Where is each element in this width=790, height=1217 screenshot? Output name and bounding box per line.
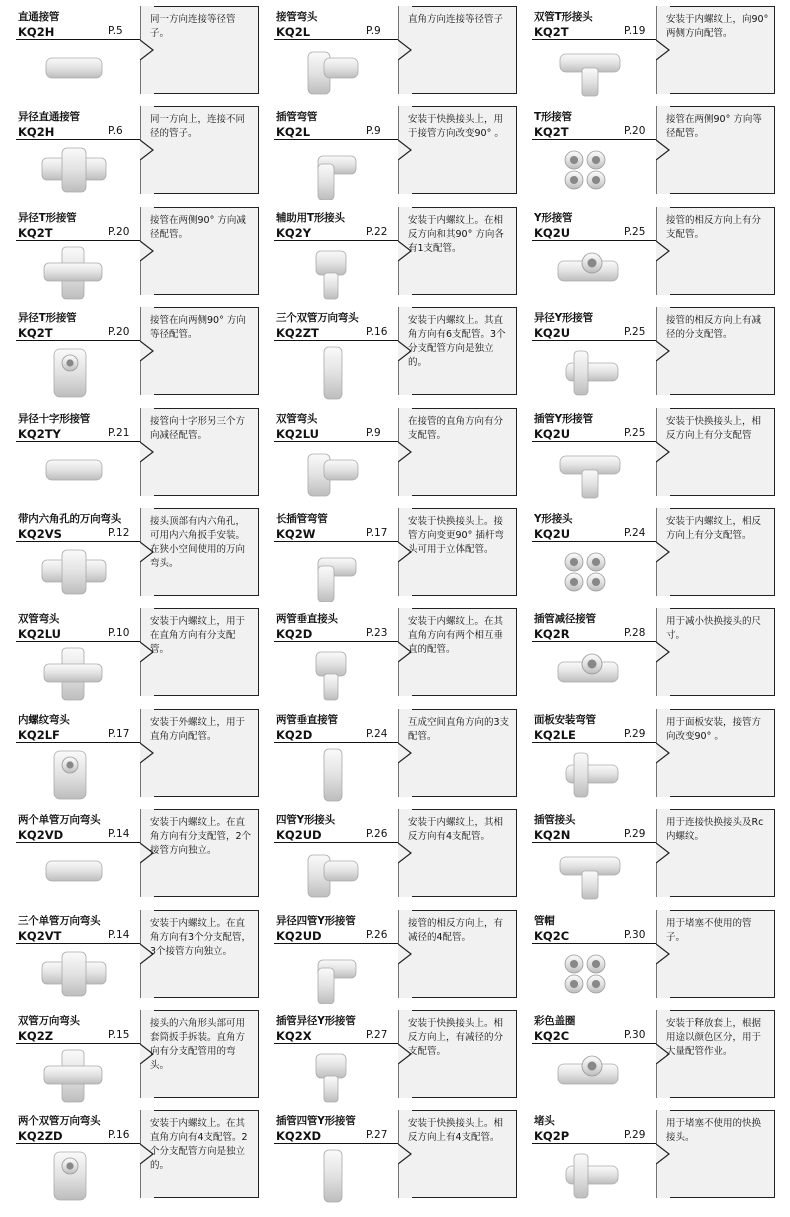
different-dia-tee-icon (36, 345, 116, 401)
page-reference: P.25 (624, 426, 646, 439)
double-branch-elbow-icon (36, 646, 116, 702)
product-card (274, 1108, 532, 1208)
title-divider (16, 943, 140, 944)
reducing-y-icon (552, 345, 632, 401)
cap-icon (552, 948, 632, 1004)
product-description: 安装于内螺纹上。在相反方向和其90° 方向各有1支配管。 (408, 214, 504, 254)
product-code: KQ2UD (276, 828, 322, 843)
product-description: 安装于内螺纹上。其直角方向有6支配管。3个分支配管方向是独立的。 (408, 315, 506, 369)
product-card (274, 305, 532, 405)
page-reference: P.10 (108, 627, 130, 640)
product-card (274, 104, 532, 204)
product-description: 安装于快换接头上，相反方向上有分支配管 (666, 415, 762, 441)
product-card (16, 1008, 274, 1108)
product-card (274, 406, 532, 506)
product-description: 安装于内螺纹上。在其直角方向有4支配管。2个分支配管方向是独立的。 (150, 1118, 248, 1172)
product-description: 接管在向两侧90° 方向等径配管。 (150, 315, 246, 341)
plug-in-elbow-icon (294, 144, 374, 200)
product-title: 带内六角孔的万向弯头 (18, 512, 121, 525)
product-code: KQ2C (534, 1028, 570, 1043)
product-description: 接头顶部有内六角孔，可用内六角扳手安装。在狭小空间使用的万向弯头。 (150, 515, 246, 569)
page-reference: P.6 (108, 125, 123, 138)
product-card (16, 807, 274, 907)
product-card (16, 606, 274, 706)
product-title: 插管弯管 (276, 111, 318, 124)
product-code: KQ2T (18, 225, 53, 240)
product-description: 接管在两侧90° 方向等径配管。 (666, 114, 762, 140)
product-title: 两管垂直接头 (276, 613, 338, 626)
title-divider (16, 340, 140, 341)
product-code: KQ2C (534, 928, 570, 943)
page-reference: P.27 (366, 1129, 388, 1142)
product-title: T形接管 (534, 111, 572, 124)
dual-double-universal-elbow-icon (36, 1148, 116, 1204)
title-divider (16, 1043, 140, 1044)
title-divider (274, 340, 398, 341)
product-title: 异径T形接管 (18, 312, 77, 325)
product-card (16, 707, 274, 807)
product-card (16, 406, 274, 506)
title-divider (274, 943, 398, 944)
product-title: 异径Y形接管 (534, 312, 593, 325)
product-title: 三个单管万向弯头 (18, 914, 101, 927)
catalog-grid (16, 4, 786, 1209)
color-ring-icon (552, 1048, 632, 1104)
product-card (16, 506, 274, 606)
product-card (274, 1008, 532, 1108)
double-universal-elbow-icon (36, 1048, 116, 1104)
product-code: KQ2D (276, 727, 313, 742)
product-title: 堵头 (534, 1115, 555, 1128)
product-description: 安装于外螺纹上，用于直角方向配管。 (150, 716, 246, 742)
product-title: 插管四管Y形接管 (276, 1115, 356, 1128)
title-divider (532, 39, 656, 40)
product-title: 双管万向弯头 (18, 1014, 80, 1027)
product-description: 安装于释放套上，根据用途以颜色区分，用于大量配管作业。 (666, 1017, 762, 1057)
page-reference: P.29 (624, 828, 646, 841)
reducing-union-icon (36, 144, 116, 200)
page-reference: P.16 (108, 1129, 130, 1142)
product-card (532, 1008, 786, 1108)
delta-fitting-icon (294, 646, 374, 702)
product-card (16, 205, 274, 305)
page-reference: P.17 (366, 526, 388, 539)
product-code: KQ2ZD (18, 1129, 63, 1144)
product-code: KQ2UD (276, 928, 322, 943)
product-code: KQ2Y (276, 225, 312, 240)
product-description: 互成空间直角方向的3支配管。 (408, 716, 510, 742)
product-description: 用于连接快换接头及Rc内螺纹。 (666, 817, 764, 843)
page-reference: P.9 (366, 125, 381, 138)
page-reference: P.20 (108, 326, 130, 339)
product-description: 接管向十字形另三个方向减径配管。 (150, 415, 246, 441)
product-title: 异径直通接管 (18, 111, 80, 124)
product-card (274, 606, 532, 706)
plug-in-double-y-icon (294, 1148, 374, 1204)
delta-union-icon (294, 747, 374, 803)
product-code: KQ2T (18, 326, 53, 341)
product-card (532, 205, 786, 305)
product-card (16, 908, 274, 1008)
product-card (274, 908, 532, 1008)
product-description: 接管的相反方向上有分支配管。 (666, 214, 762, 240)
title-divider (532, 340, 656, 341)
product-description: 接管的相反方向上，有减径的4配管。 (408, 917, 504, 943)
title-divider (532, 541, 656, 542)
product-card (274, 707, 532, 807)
product-title: Y形接头 (534, 512, 573, 525)
product-title: 双管弯头 (276, 412, 318, 425)
page-reference: P.21 (108, 426, 130, 439)
product-code: KQ2LF (18, 727, 60, 742)
title-divider (532, 240, 656, 241)
reducing-cross-icon (36, 446, 116, 502)
extended-plug-in-elbow-icon (294, 546, 374, 602)
product-description: 同一方向连接等径管子。 (150, 14, 236, 39)
double-universal-elbow-icon (36, 847, 116, 903)
page-reference: P.23 (366, 627, 388, 640)
plug-in-reducer-icon (552, 646, 632, 702)
title-divider (274, 641, 398, 642)
page-reference: P.22 (366, 225, 388, 238)
page-reference: P.15 (108, 1028, 130, 1041)
product-card (274, 506, 532, 606)
product-title: 彩色盖圈 (534, 1014, 576, 1027)
product-description: 直角方向连接等径管子 (408, 14, 504, 25)
page-reference: P.16 (366, 326, 388, 339)
title-divider (16, 1143, 140, 1144)
triple-universal-elbow-icon (294, 345, 374, 401)
title-divider (274, 240, 398, 241)
title-divider (532, 441, 656, 442)
product-title: 两个双管万向弯头 (18, 1115, 101, 1128)
product-code: KQ2X (276, 1028, 312, 1043)
title-divider (274, 441, 398, 442)
product-description: 用于减小快换接头的尺寸。 (666, 616, 762, 642)
title-divider (274, 742, 398, 743)
product-title: 辅助用T形接头 (276, 211, 345, 224)
product-card (16, 305, 274, 405)
title-divider (274, 39, 398, 40)
product-code: KQ2P (534, 1129, 570, 1144)
product-code: KQ2H (18, 125, 55, 140)
product-title: Y形接管 (534, 211, 573, 224)
page-reference: P.28 (624, 627, 646, 640)
title-divider (16, 842, 140, 843)
plug-in-reducing-y-icon (294, 1048, 374, 1104)
page-reference: P.29 (624, 727, 646, 740)
product-description: 安装于内螺纹上。在直角方向有3个分支配管，3个接管方向独立。 (150, 917, 252, 957)
title-divider (274, 1143, 398, 1144)
union-tee-icon (552, 144, 632, 200)
product-title: 三个双管万向弯头 (276, 312, 359, 325)
reducing-tee-icon (36, 245, 116, 301)
product-code: KQ2R (534, 627, 570, 642)
branch-y-icon (552, 546, 632, 602)
page-reference: P.19 (624, 25, 646, 37)
page-reference: P.5 (108, 25, 123, 37)
product-code: KQ2U (534, 426, 571, 441)
page-reference: P.24 (624, 526, 646, 539)
title-divider (16, 240, 140, 241)
product-card (274, 807, 532, 907)
product-code: KQ2Z (18, 1028, 54, 1043)
page-reference: P.14 (108, 828, 130, 841)
page-reference: P.26 (366, 928, 388, 941)
bulkhead-elbow-icon (552, 747, 632, 803)
product-code: KQ2L (276, 25, 311, 39)
product-description: 接头的六角形头部可用套筒扳手拆装。直角方向有分支配管用的弯头。 (150, 1017, 246, 1071)
plug-in-y-icon (552, 446, 632, 502)
title-divider (16, 139, 140, 140)
product-code: KQ2ZT (276, 326, 319, 341)
product-code: KQ2VD (18, 828, 64, 843)
product-card (532, 908, 786, 1008)
product-title: 两个单管万向弯头 (18, 814, 101, 827)
page-reference: P.29 (624, 1129, 646, 1142)
product-title: 面板安装弯管 (534, 713, 596, 726)
page-reference: P.9 (366, 426, 381, 439)
product-card (532, 707, 786, 807)
product-description: 安装于快换接头上。接管方向变更90° 插杆弯头可用于立体配管。 (408, 515, 504, 555)
product-title: 插管减径接管 (534, 613, 596, 626)
product-card (532, 1108, 786, 1208)
product-title: 插管接头 (534, 814, 576, 827)
product-card (532, 606, 786, 706)
product-title: 接管弯头 (276, 11, 318, 23)
product-title: 管帽 (534, 914, 555, 927)
reducing-double-y-icon (294, 948, 374, 1004)
double-union-elbow-icon (294, 446, 374, 502)
page-reference: P.20 (624, 125, 646, 138)
product-description: 安装于内螺纹上，其相反方向有4支配管。 (408, 817, 504, 843)
product-description: 安装于快换接头上。相反方向上有4支配管。 (408, 1118, 504, 1144)
product-description: 安装于内螺纹上。在其直角方向有两个相互垂直的配管。 (408, 616, 504, 656)
product-card (532, 305, 786, 405)
product-title: 插管Y形接管 (534, 412, 593, 425)
title-divider (532, 641, 656, 642)
product-code: KQ2VS (18, 526, 62, 541)
product-code: KQ2LU (18, 627, 61, 642)
title-divider (16, 742, 140, 743)
page-reference: P.24 (366, 727, 388, 740)
page-reference: P.17 (108, 727, 130, 740)
product-description: 安装于快换接头上，用于接管方向改变90° 。 (408, 114, 504, 140)
product-card (16, 1108, 274, 1208)
product-title: 异径四管Y形接管 (276, 914, 356, 927)
product-code: KQ2L (276, 125, 311, 140)
page-reference: P.9 (366, 25, 381, 37)
product-card (274, 4, 532, 104)
plug-in-connector-icon (552, 847, 632, 903)
product-title: 双管T形接头 (534, 11, 593, 23)
page-reference: P.30 (624, 928, 646, 941)
product-title: 长插管弯管 (276, 512, 328, 525)
product-code: KQ2TY (18, 426, 61, 441)
page-reference: P.25 (624, 326, 646, 339)
product-code: KQ2LU (276, 426, 319, 441)
page-reference: P.26 (366, 828, 388, 841)
plug-icon (552, 1148, 632, 1204)
page-reference: P.27 (366, 1028, 388, 1041)
title-divider (16, 441, 140, 442)
product-code: KQ2N (534, 828, 571, 843)
product-description: 安装于快换接头上。相反方向上，有减径的分支配管。 (408, 1017, 504, 1057)
product-card (16, 4, 274, 104)
product-description: 接管在两侧90° 方向减径配管。 (150, 214, 246, 240)
product-description: 用于堵塞不使用的管子。 (666, 917, 752, 943)
product-card (532, 807, 786, 907)
title-divider (532, 943, 656, 944)
title-divider (532, 1043, 656, 1044)
title-divider (532, 742, 656, 743)
product-code: KQ2H (18, 25, 55, 39)
product-description: 安装于内螺纹上，向90° 两侧方向配管。 (666, 14, 769, 39)
product-code: KQ2T (534, 25, 569, 39)
product-description: 安装于内螺纹上，相反方向上有分支配管。 (666, 515, 762, 541)
product-code: KQ2W (276, 526, 316, 541)
product-card (532, 506, 786, 606)
product-code: KQ2XD (276, 1129, 322, 1144)
product-description: 同一方向上，连接不同径的管子。 (150, 114, 246, 140)
title-divider (274, 842, 398, 843)
product-description: 安装于内螺纹上，用于在直角方向有分支配管。 (150, 616, 246, 656)
title-divider (274, 1043, 398, 1044)
product-card (274, 205, 532, 305)
page-reference: P.30 (624, 1028, 646, 1041)
page-reference: P.12 (108, 526, 130, 539)
union-elbow-icon (294, 44, 374, 100)
product-card (532, 104, 786, 204)
product-code: KQ2U (534, 526, 571, 541)
hex-socket-universal-elbow-icon (36, 546, 116, 602)
product-description: 接管的相反方向上有减径的分支配管。 (666, 315, 762, 341)
product-code: KQ2T (534, 125, 569, 140)
title-divider (16, 39, 140, 40)
page-reference: P.25 (624, 225, 646, 238)
product-description: 用于堵塞不使用的快换接头。 (666, 1118, 762, 1144)
straight-union-icon (36, 44, 116, 100)
product-code: KQ2D (276, 627, 313, 642)
title-divider (532, 139, 656, 140)
product-card (16, 104, 274, 204)
product-title: 四管Y形接头 (276, 814, 335, 827)
page-reference: P.14 (108, 928, 130, 941)
double-y-icon (294, 847, 374, 903)
title-divider (532, 842, 656, 843)
product-card (532, 4, 786, 104)
title-divider (16, 541, 140, 542)
product-title: 异径十字形接管 (18, 412, 91, 425)
product-title: 双管弯头 (18, 613, 60, 626)
title-divider (274, 541, 398, 542)
title-divider (532, 1143, 656, 1144)
product-code: KQ2VT (18, 928, 62, 943)
triple-universal-elbow-icon (36, 948, 116, 1004)
product-code: KQ2LE (534, 727, 576, 742)
product-code: KQ2U (534, 225, 571, 240)
union-y-icon (552, 245, 632, 301)
run-tee-icon (294, 245, 374, 301)
product-title: 内螺纹弯头 (18, 713, 70, 726)
product-title: 两管垂直接管 (276, 713, 338, 726)
product-title: 插管异径Y形接管 (276, 1014, 356, 1027)
branch-tee-icon (552, 44, 632, 100)
product-card (532, 406, 786, 506)
product-description: 在接管的直角方向有分支配管。 (408, 415, 504, 441)
product-description: 用于面板安装，接管方向改变90° 。 (666, 716, 762, 742)
product-description: 安装于内螺纹上。在直角方向有分支配管，2个接管方向独立。 (150, 817, 252, 857)
product-title: 异径T形接管 (18, 211, 77, 224)
title-divider (16, 641, 140, 642)
product-code: KQ2U (534, 326, 571, 341)
page-reference: P.20 (108, 225, 130, 238)
title-divider (274, 139, 398, 140)
product-title: 直通接管 (18, 11, 60, 23)
female-elbow-icon (36, 747, 116, 803)
